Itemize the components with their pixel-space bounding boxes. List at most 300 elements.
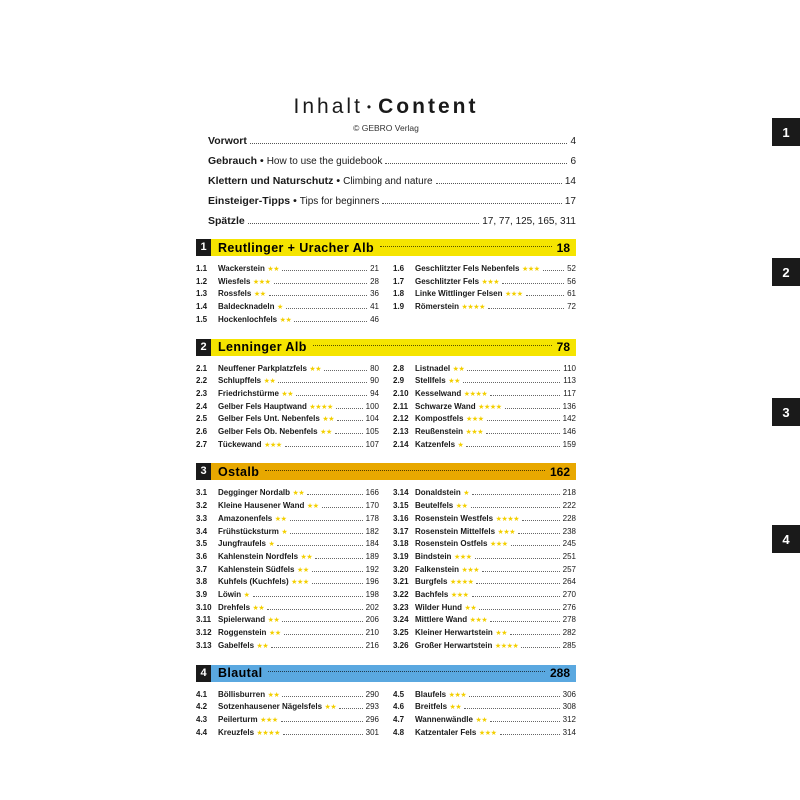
toc-entry[interactable] [393, 276, 576, 288]
rating-stars-icon: ★★ [263, 378, 276, 386]
leader-dots [339, 708, 362, 709]
leader-dots [312, 583, 363, 584]
toc-entry-name: Katzentaler Fels [415, 727, 477, 737]
toc-entry-page: 308 [562, 702, 576, 712]
toc-entry-name: Katzenfels [415, 439, 456, 449]
toc-entry-page: 136 [562, 401, 576, 411]
chapter-column-left [196, 487, 379, 652]
imprint: © GEBRO Verlag [353, 123, 419, 133]
toc-entry-number: 3.20 [393, 564, 409, 574]
leader-dots [277, 545, 362, 546]
leader-dots [294, 321, 367, 322]
toc-entry[interactable] [196, 640, 379, 652]
toc-entry[interactable] [393, 538, 576, 550]
toc-entry-name: Gelber Fels Unt. Nebenfels [218, 414, 320, 424]
toc-entry-page: 301 [365, 727, 379, 737]
toc-entry[interactable] [196, 500, 379, 512]
toc-entry-page: 251 [562, 551, 576, 561]
toc-entry-name: Stellfels [415, 376, 446, 386]
rating-stars-icon: ★★ [464, 604, 477, 612]
toc-entry-page: 218 [562, 488, 576, 498]
rating-stars-icon: ★★★ [481, 278, 500, 286]
chapter-header[interactable] [196, 239, 576, 256]
toc-entry-name: Friedrichstürme [218, 388, 279, 398]
leader-dots [490, 395, 560, 396]
toc-entry-name: Bachfels [415, 590, 449, 600]
chapter-columns [196, 689, 576, 740]
toc-entry-name: Burgfels [415, 577, 448, 587]
chapter-title: Blautal [218, 666, 263, 681]
toc-entry[interactable] [393, 564, 576, 576]
leader-dots [476, 583, 559, 584]
toc-entry-page: 192 [365, 564, 379, 574]
chapter-section [196, 665, 576, 740]
toc-entry[interactable] [196, 388, 379, 400]
toc-entry-name: Rosenstein Ostfels [415, 539, 488, 549]
front-matter-page: 4 [570, 136, 576, 147]
leader-dots [290, 533, 362, 534]
side-tab-3[interactable]: 3 [772, 398, 800, 426]
front-matter-separator: • [260, 155, 264, 167]
leader-dots [269, 295, 367, 296]
rating-stars-icon: ★★ [252, 604, 265, 612]
toc-entry-number: 3.25 [393, 628, 409, 638]
chapter-column-right [393, 363, 576, 452]
leader-dots [337, 420, 363, 421]
toc-entry-name: Rossfels [218, 289, 252, 299]
front-matter-title: Vorwort [208, 135, 247, 147]
front-matter-separator: • [293, 195, 297, 207]
rating-stars-icon: ★★ [455, 503, 468, 511]
leader-dots [479, 609, 559, 610]
rating-stars-icon: ★ [281, 528, 288, 536]
rating-stars-icon: ★★ [309, 365, 322, 373]
toc-entry-name: Rosenstein Westfels [415, 513, 494, 523]
toc-entry-number: 2.8 [393, 363, 405, 373]
chapter-title: Ostalb [218, 464, 260, 479]
toc-entry-name: Geschlitzter Fels Nebenfels [415, 264, 520, 273]
page-title [196, 95, 576, 119]
toc-entry-name: Böllisburren [218, 689, 266, 699]
toc-entry-name: Blaufels [415, 689, 447, 699]
toc-content [196, 95, 576, 739]
leader-dots [296, 395, 367, 396]
rating-stars-icon: ★ [457, 441, 464, 449]
toc-entry-number: 2.11 [393, 401, 409, 411]
toc-entry[interactable] [393, 551, 576, 563]
front-matter-entry[interactable] [208, 135, 576, 147]
leader-dots [463, 382, 560, 383]
toc-entry[interactable] [196, 727, 379, 739]
leader-dots [250, 143, 568, 144]
toc-entry-page: 182 [365, 526, 379, 536]
rating-stars-icon: ★★★ [461, 566, 480, 574]
toc-entry-name: Löwin [218, 590, 242, 600]
toc-entry-page: 314 [562, 727, 576, 737]
toc-entry-number: 2.2 [196, 376, 208, 386]
chapter-columns [196, 487, 576, 652]
chapter-section [196, 239, 576, 327]
toc-entry-number: 1.7 [393, 276, 405, 286]
toc-entry[interactable] [393, 640, 576, 652]
leader-dots [464, 708, 559, 709]
rating-stars-icon: ★★★ [252, 278, 271, 286]
chapter-section [196, 339, 576, 452]
leader-dots [271, 647, 362, 648]
toc-entry-page: 36 [370, 289, 379, 299]
toc-entry-number: 3.3 [196, 513, 208, 523]
toc-entry-name: Schwarze Wand [415, 401, 476, 411]
leader-dots [336, 408, 363, 409]
leader-dots [283, 734, 363, 735]
toc-entry[interactable] [196, 589, 379, 601]
toc-entry-number: 4.1 [196, 689, 208, 699]
page-title-left: Inhalt [293, 95, 363, 118]
leader-dots [335, 433, 363, 434]
toc-entry-page: 196 [365, 577, 379, 587]
toc-entry[interactable] [393, 301, 576, 313]
toc-entry-page: 41 [370, 302, 379, 312]
toc-entry-number: 3.26 [393, 640, 409, 650]
toc-entry[interactable] [393, 513, 576, 525]
toc-entry[interactable] [196, 538, 379, 550]
rating-stars-icon: ★★ [495, 630, 508, 638]
toc-entry-number: 3.7 [196, 564, 208, 574]
toc-entry-page: 105 [365, 427, 379, 437]
toc-entry-number: 3.23 [393, 602, 409, 612]
toc-entry-name: Listnadel [415, 363, 451, 373]
rating-stars-icon: ★★ [324, 704, 337, 712]
toc-entry-number: 1.8 [393, 289, 405, 299]
rating-stars-icon: ★★ [274, 515, 287, 523]
toc-entry-page: 282 [562, 628, 576, 638]
toc-entry[interactable] [393, 614, 576, 626]
toc-entry-number: 1.2 [196, 276, 208, 286]
toc-entry[interactable] [393, 263, 576, 275]
toc-entry[interactable] [393, 388, 576, 400]
rating-stars-icon: ★★ [322, 416, 335, 424]
front-matter-page: 6 [570, 156, 576, 167]
chapter-column-left [196, 689, 379, 740]
rating-stars-icon: ★ [268, 541, 275, 549]
toc-entry-number: 3.12 [196, 628, 212, 638]
toc-entry-page: 264 [562, 577, 576, 587]
leader-dots [380, 246, 552, 247]
leader-dots [382, 203, 561, 204]
rating-stars-icon: ★★ [448, 378, 460, 386]
toc-entry-number: 3.18 [393, 539, 409, 549]
toc-entry[interactable] [196, 288, 379, 300]
toc-entry-page: 290 [365, 689, 379, 699]
front-matter-entry[interactable] [208, 215, 576, 227]
toc-entry-page: 52 [567, 264, 576, 273]
rating-stars-icon: ★★ [292, 490, 305, 498]
toc-entry-page: 90 [370, 376, 379, 386]
chapter-number-badge: 4 [196, 665, 211, 682]
toc-entry-page: 28 [370, 276, 379, 286]
leader-dots [282, 621, 362, 622]
toc-entry[interactable] [393, 426, 576, 438]
toc-entry-number: 3.15 [393, 501, 409, 511]
toc-entry-name: Wackerstein [218, 264, 265, 273]
toc-entry[interactable] [196, 375, 379, 387]
leader-dots [467, 370, 560, 371]
rating-stars-icon: ★★ [267, 617, 280, 625]
rating-stars-icon: ★★ [452, 365, 465, 373]
rating-stars-icon: ★ [276, 304, 283, 312]
leader-dots [268, 671, 544, 672]
toc-entry-name: Großer Herwartstein [415, 640, 493, 650]
toc-entry-name: Gelber Fels Hauptwand [218, 401, 307, 411]
toc-entry-number: 3.21 [393, 577, 409, 587]
toc-entry[interactable] [196, 363, 379, 375]
toc-entry[interactable] [196, 551, 379, 563]
toc-entry-page: 113 [563, 376, 576, 386]
toc-entry-page: 222 [562, 501, 576, 511]
rating-stars-icon: ★★★★ [256, 729, 281, 737]
toc-entry-number: 4.2 [196, 702, 208, 712]
toc-entry[interactable] [196, 576, 379, 588]
toc-entry-number: 2.7 [196, 439, 208, 449]
toc-entry[interactable] [196, 689, 379, 701]
toc-entry[interactable] [393, 500, 576, 512]
leader-dots [526, 295, 564, 296]
toc-entry-page: 278 [562, 615, 576, 625]
toc-entry-page: 21 [370, 264, 379, 273]
toc-entry-page: 206 [365, 615, 379, 625]
toc-entry-number: 3.5 [196, 539, 208, 549]
front-matter-title: Gebrauch [208, 155, 258, 167]
leader-dots [472, 494, 559, 495]
leader-dots [265, 470, 545, 471]
toc-entry[interactable] [196, 627, 379, 639]
leader-dots [315, 558, 362, 559]
toc-entry[interactable] [196, 314, 379, 326]
toc-entry[interactable] [393, 439, 576, 451]
toc-entry-number: 3.1 [196, 488, 208, 498]
leader-dots [490, 721, 559, 722]
toc-entry[interactable] [393, 576, 576, 588]
toc-entry[interactable] [196, 487, 379, 499]
leader-dots [282, 696, 362, 697]
toc-entry-name: Amazonenfels [218, 513, 273, 523]
chapter-header[interactable] [196, 665, 576, 682]
toc-entry-number: 3.4 [196, 526, 208, 536]
front-matter-entry[interactable] [208, 195, 576, 207]
leader-dots [487, 420, 560, 421]
rating-stars-icon: ★★★ [291, 579, 309, 587]
toc-entry[interactable] [393, 288, 576, 300]
chapter-page: 288 [549, 666, 570, 681]
toc-entry-number: 1.6 [393, 264, 405, 273]
toc-entry[interactable] [393, 602, 576, 614]
toc-entry-page: 238 [562, 526, 576, 536]
front-matter-list [196, 135, 576, 227]
side-tab-1[interactable]: 1 [772, 118, 800, 146]
front-matter-entry[interactable] [208, 155, 576, 167]
toc-entry[interactable] [196, 714, 379, 726]
toc-entry[interactable] [393, 413, 576, 425]
toc-entry-name: Kahlenstein Nordfels [218, 551, 299, 561]
toc-entry-name: Drehfels [218, 602, 251, 612]
toc-entry-name: Roggenstein [218, 628, 267, 638]
side-tab-4[interactable]: 4 [772, 525, 800, 553]
toc-entry-name: Beutelfels [415, 501, 454, 511]
chapter-title: Lenninger Alb [218, 340, 307, 355]
leader-dots [466, 446, 559, 447]
toc-entry[interactable] [393, 375, 576, 387]
leader-dots [486, 433, 559, 434]
front-matter-page: 17, 77, 125, 165, 311 [482, 216, 576, 227]
leader-dots [313, 345, 552, 346]
toc-entry-page: 228 [562, 513, 576, 523]
leader-dots [312, 571, 363, 572]
toc-entry[interactable] [393, 701, 576, 713]
toc-entry[interactable] [393, 714, 576, 726]
chapter-column-left [196, 363, 379, 452]
rating-stars-icon: ★ [463, 490, 470, 498]
leader-dots [511, 545, 560, 546]
rating-stars-icon: ★★★ [497, 528, 516, 536]
rating-stars-icon: ★★★★ [494, 642, 519, 650]
toc-entry[interactable] [196, 526, 379, 538]
toc-entry-page: 170 [365, 501, 379, 511]
toc-entry-number: 2.1 [196, 363, 208, 373]
toc-entry-page: 80 [370, 363, 379, 373]
toc-entry-number: 3.13 [196, 640, 212, 650]
rating-stars-icon: ★★ [300, 553, 313, 561]
toc-entry[interactable] [196, 301, 379, 313]
rating-stars-icon: ★★ [267, 691, 280, 699]
toc-entry[interactable] [393, 363, 576, 375]
toc-entry[interactable] [196, 426, 379, 438]
rating-stars-icon: ★★★ [260, 716, 278, 724]
toc-entry-number: 2.12 [393, 414, 409, 424]
toc-entry-number: 1.4 [196, 302, 208, 312]
toc-entry-name: Falkenstein [415, 564, 460, 574]
chapter-column-left [196, 263, 379, 327]
chapter-header[interactable] [196, 339, 576, 356]
toc-entry[interactable] [393, 689, 576, 701]
toc-entry-name: Kuhfels (Kuchfels) [218, 577, 289, 587]
toc-entry-page: 189 [365, 551, 379, 561]
toc-entry-name: Kleiner Herwartstein [415, 628, 493, 638]
toc-entry-name: Kompostfels [415, 414, 464, 424]
toc-entry[interactable] [196, 513, 379, 525]
front-matter-entry[interactable] [208, 175, 576, 187]
rating-stars-icon: ★★★ [521, 266, 540, 273]
chapter-column-right [393, 689, 576, 740]
toc-entry-page: 107 [365, 439, 379, 449]
toc-entry[interactable] [196, 614, 379, 626]
toc-entry-number: 2.5 [196, 414, 208, 424]
toc-entry-page: 110 [563, 363, 576, 373]
toc-entry-page: 159 [562, 439, 576, 449]
toc-entry-number: 2.6 [196, 427, 208, 437]
toc-entry[interactable] [393, 526, 576, 538]
rating-stars-icon: ★★★ [469, 617, 488, 625]
toc-entry-page: 312 [562, 714, 576, 724]
toc-entry-number: 3.17 [393, 526, 409, 536]
leader-dots [490, 621, 559, 622]
rating-stars-icon: ★★ [320, 429, 332, 437]
leader-dots [471, 507, 560, 508]
rating-stars-icon: ★★ [475, 716, 488, 724]
toc-entry[interactable] [393, 627, 576, 639]
toc-entry-name: Rosenstein Mittelfels [415, 526, 496, 536]
toc-entry-page: 61 [567, 289, 576, 299]
toc-entry-page: 72 [567, 302, 576, 312]
leader-dots [248, 223, 479, 224]
side-tab-2[interactable]: 2 [772, 258, 800, 286]
toc-entry[interactable] [196, 564, 379, 576]
toc-entry-page: 100 [365, 401, 379, 411]
chapter-page: 18 [556, 240, 570, 255]
page-title-right: Content [378, 95, 479, 118]
leader-dots [482, 571, 559, 572]
front-matter-page: 17 [564, 196, 576, 207]
rating-stars-icon: ★★★ [478, 729, 497, 737]
toc-entry[interactable] [196, 439, 379, 451]
chapter-columns [196, 363, 576, 452]
toc-entry-number: 4.5 [393, 689, 405, 699]
toc-entry-number: 4.3 [196, 714, 208, 724]
rating-stars-icon: ★★★★ [495, 515, 520, 523]
leader-dots [286, 308, 367, 309]
chapter-header[interactable] [196, 463, 576, 480]
rating-stars-icon: ★★★★ [478, 403, 502, 411]
toc-entry-number: 1.1 [196, 264, 208, 273]
toc-entry-page: 306 [562, 689, 576, 699]
front-matter-title: Einsteiger-Tipps [208, 195, 291, 207]
toc-entry-number: 1.5 [196, 314, 208, 324]
toc-entry[interactable] [196, 602, 379, 614]
toc-entry-page: 117 [563, 388, 576, 398]
front-matter-subtitle: Tips for beginners [299, 196, 380, 207]
rating-stars-icon: ★★★ [448, 691, 467, 699]
toc-entry-name: Hockenlochfels [218, 314, 278, 324]
toc-entry[interactable] [393, 727, 576, 739]
toc-entry[interactable] [196, 263, 379, 275]
toc-entry-number: 1.9 [393, 302, 405, 312]
toc-entry[interactable] [196, 401, 379, 413]
toc-entry-name: Breitfels [415, 702, 448, 712]
toc-entry[interactable] [393, 401, 576, 413]
toc-entry-number: 4.4 [196, 727, 208, 737]
leader-dots [510, 634, 560, 635]
rating-stars-icon: ★★★★ [461, 304, 486, 312]
toc-entry-page: 46 [370, 314, 379, 324]
toc-entry[interactable] [393, 487, 576, 499]
toc-entry-number: 4.7 [393, 714, 405, 724]
toc-entry-name: Bindstein [415, 551, 452, 561]
rating-stars-icon: ★★ [296, 566, 309, 574]
leader-dots [522, 520, 560, 521]
toc-entry-page: 293 [365, 702, 379, 712]
toc-entry-name: Wiesfels [218, 276, 251, 286]
rating-stars-icon: ★★★★ [309, 403, 333, 411]
toc-entry-number: 2.4 [196, 401, 208, 411]
toc-entry[interactable] [196, 413, 379, 425]
toc-entry[interactable] [196, 701, 379, 713]
toc-entry-number: 4.8 [393, 727, 405, 737]
leader-dots [472, 596, 560, 597]
toc-entry[interactable] [393, 589, 576, 601]
toc-entry-page: 257 [562, 564, 576, 574]
toc-entry-page: 210 [365, 628, 379, 638]
toc-entry[interactable] [196, 276, 379, 288]
toc-entry-name: Geschlitzter Fels [415, 276, 480, 286]
